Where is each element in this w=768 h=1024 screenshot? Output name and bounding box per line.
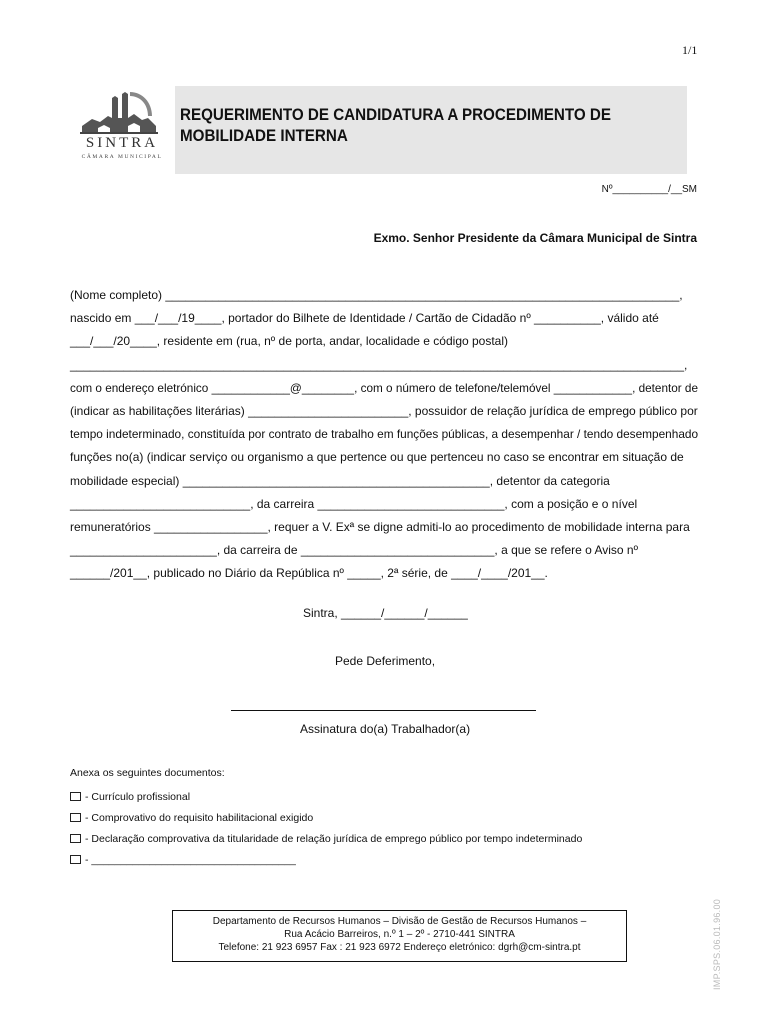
footer-address: Rua Acácio Barreiros, n.º 1 – 2º - 2710-441 SINTRA: [284, 929, 515, 940]
annex-title: Anexa os seguintes documentos:: [70, 767, 225, 779]
annex-item-label: - Declaração comprovativa da titularidade de relação jurídica de emprego público por tempo indeterminado: [85, 832, 583, 845]
footer-department: Departamento de Recursos Humanos – Divisão de Gestão de Recursos Humanos –: [212, 916, 587, 927]
body-line: (Nome completo) _____________________________________________________________________________,: [70, 288, 683, 302]
signature-line: [231, 710, 536, 711]
footer-contact-box: [172, 910, 627, 962]
body-line: funções no(a) (indicar serviço ou organismo a que pertence ou que pertenceu no caso se encontrar em situação de: [70, 450, 684, 465]
checkbox[interactable]: [70, 813, 81, 822]
sintra-palace-icon: [78, 92, 160, 136]
annex-item: [70, 786, 582, 807]
reference-number: Nº__________/__SM: [601, 184, 697, 195]
body-line: ___/___/20____, residente em (rua, nº de porta, andar, localidade e código postal): [70, 334, 509, 349]
body-line: ______/201__, publicado no Diário da República nº _____, 2ª série, de ____/____/201__.: [70, 566, 548, 581]
body-line: ____________________________________________________________________________________________,: [70, 357, 688, 372]
checkbox[interactable]: [70, 792, 81, 801]
annex-item: [70, 807, 582, 828]
body-line: remuneratórios _________________, requer a V. Exª se digne admiti-lo ao procedimento de mobilidade interna para: [70, 520, 690, 535]
body-line: tempo indeterminado, constituída por contrato de trabalho em funções públicas, a desempenhar / tendo desempenhado: [70, 427, 699, 442]
body-line: (indicar as habilitações literárias) ________________________, possuidor de relação jurídica de emprego público por: [70, 404, 698, 419]
closing-text: Pede Deferimento,: [335, 654, 436, 668]
footer-contacts: Telefone: 21 923 6957 Fax : 21 923 6972 Endereço eletrónico: dgrh@cm-sintra.pt: [218, 942, 581, 953]
body-line: nascido em ___/___/19____, portador do Bilhete de Identidade / Cartão de Cidadão nº __________, válido até: [70, 311, 659, 326]
page-number: 1/1: [682, 43, 698, 57]
annex-item-label: - Comprovativo do requisito habilitacional exigido: [85, 811, 314, 824]
place-date-field: Sintra, ______/______/______: [303, 606, 468, 620]
annex-item: [70, 828, 582, 849]
page-title: REQUERIMENTO DE CANDIDATURA A PROCEDIMENTO DE MOBILIDADE INTERNA: [180, 106, 611, 145]
checkbox[interactable]: [70, 855, 81, 864]
document-header: [70, 86, 687, 174]
annex-item-label: - Currículo profissional: [85, 790, 191, 803]
body-line: ______________________, da carreira de _____________________________, a que se refere o Aviso nº: [70, 543, 638, 558]
document-code: IMP.SPS.06.01.96.00: [712, 898, 722, 990]
body-line: com o endereço eletrónico ____________@________, com o número de telefone/telemóvel ____________, detentor de: [70, 380, 698, 395]
checkbox[interactable]: [70, 834, 81, 843]
municipality-logo: [70, 86, 175, 174]
logo-subtitle: CÂMARA MUNICIPAL: [81, 154, 163, 160]
salutation: Exmo. Senhor Presidente da Câmara Municipal de Sintra: [373, 231, 697, 245]
annex-item: [70, 849, 582, 870]
logo-name: SINTRA: [85, 135, 159, 151]
body-line: mobilidade especial) ______________________________________________, detentor da categoria: [70, 473, 610, 488]
signature-label: Assinatura do(a) Trabalhador(a): [300, 722, 471, 736]
annex-item-label: - ___________________________________: [85, 853, 296, 866]
request-body: [70, 284, 698, 586]
body-line: ___________________________, da carreira ____________________________, com a posição e o nível: [70, 496, 638, 511]
annex-list: [70, 786, 582, 870]
